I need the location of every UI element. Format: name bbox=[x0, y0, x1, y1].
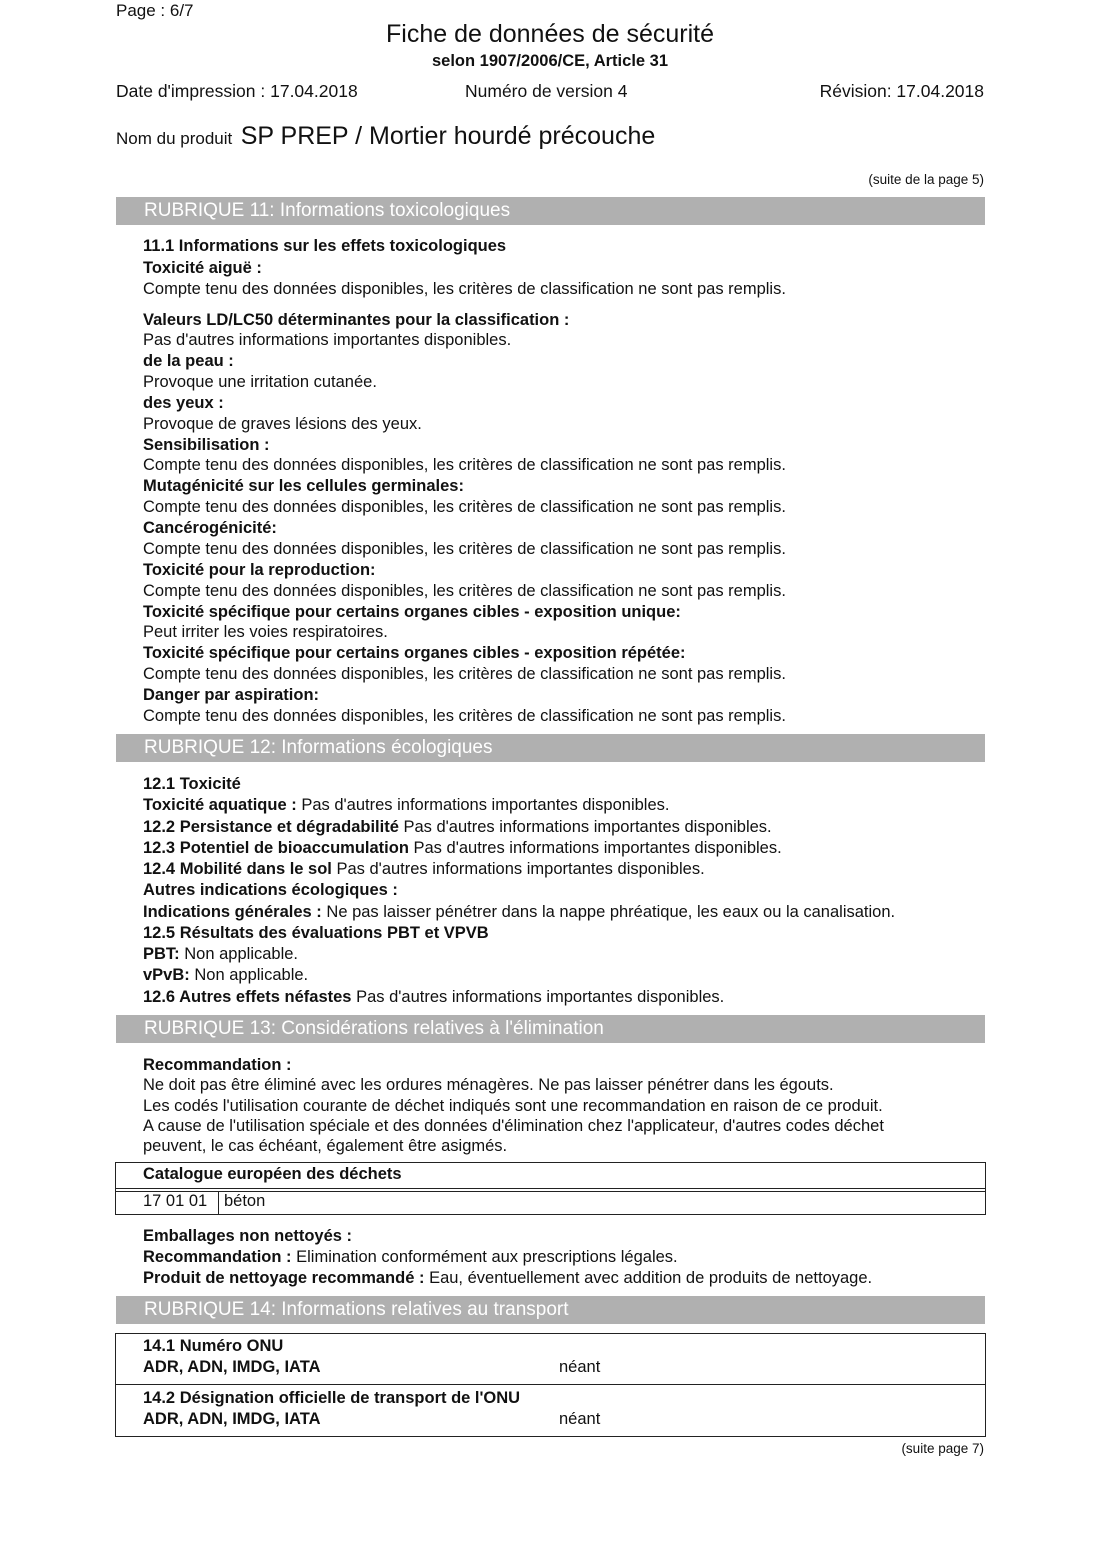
continued-from: (suite de la page 5) bbox=[868, 172, 984, 187]
s12-bio-text: Pas d'autres informations importantes disponibles. bbox=[413, 839, 782, 857]
s13-rec-label: Recommandation : bbox=[143, 1056, 292, 1074]
s11-canc-label: Cancérogénicité: bbox=[143, 519, 277, 537]
s13-rec-line: A cause de l'utilisation spéciale et des données d'élimination chez l'applicateur, d'autres codes déchet bbox=[143, 1117, 884, 1135]
s11-repro-label: Toxicité pour la reproduction: bbox=[143, 561, 376, 579]
s12-other-label: Autres indications écologiques : bbox=[143, 881, 398, 899]
shipping-name-value: néant bbox=[559, 1410, 601, 1428]
s12-pbt-text: Non applicable. bbox=[184, 945, 299, 963]
s12-adv-label: 12.6 Autres effets néfastes bbox=[143, 988, 352, 1006]
s13-pack-rec-label: Recommandation : bbox=[143, 1248, 292, 1266]
s12-pers-label: 12.2 Persistance et dégradabilité bbox=[143, 818, 399, 836]
s11-stot-re-text: Compte tenu des données disponibles, les critères de classification ne sont pas remplis. bbox=[143, 665, 786, 683]
s13-rec-line: Ne doit pas être éliminé avec les ordures ménagères. Ne pas laisser pénétrer dans les égouts. bbox=[143, 1076, 834, 1094]
document-subtitle: selon 1907/2006/CE, Article 31 bbox=[431, 52, 669, 70]
s12-gen-text: Ne pas laisser pénétrer dans la nappe phréatique, les eaux ou la canalisation. bbox=[326, 903, 896, 921]
s11-stot-re-label: Toxicité spécifique pour certains organes cibles - exposition répétée: bbox=[143, 644, 686, 662]
s12-pers-text: Pas d'autres informations importantes disponibles. bbox=[403, 818, 772, 836]
s12-mob-label: 12.4 Mobilité dans le sol bbox=[143, 860, 332, 878]
s11-skin-label: de la peau : bbox=[143, 352, 234, 370]
s12-adv-text: Pas d'autres informations importantes disponibles. bbox=[356, 988, 725, 1006]
transport-divider bbox=[116, 1384, 985, 1385]
s12-pbt-row bbox=[143, 944, 298, 964]
s11-asp-label: Danger par aspiration: bbox=[143, 686, 320, 704]
s11-repro-text: Compte tenu des données disponibles, les critères de classification ne sont pas remplis. bbox=[143, 582, 786, 600]
version-number: Numéro de version 4 bbox=[465, 81, 628, 101]
s13-pack-label: Emballages non nettoyés : bbox=[143, 1227, 353, 1245]
product-name-row bbox=[116, 122, 655, 151]
product-name: SP PREP / Mortier hourdé précouche bbox=[240, 122, 656, 150]
s12-aqua-label: Toxicité aquatique : bbox=[143, 796, 297, 814]
waste-code: 17 01 01 bbox=[143, 1192, 208, 1210]
s13-clean-label: Produit de nettoyage recommandé : bbox=[143, 1269, 425, 1287]
s11-acute-text: Compte tenu des données disponibles, les critères de classification ne sont pas remplis. bbox=[143, 280, 786, 298]
s12-pbt-label: PBT: bbox=[143, 945, 180, 963]
transport-table bbox=[115, 1333, 986, 1437]
page-number: Page : 6/7 bbox=[116, 1, 194, 20]
s11-stot-se-text: Peut irriter les voies respiratoires. bbox=[143, 623, 388, 641]
s11-eyes-text: Provoque de graves lésions des yeux. bbox=[143, 415, 422, 433]
s12-sub1: 12.1 Toxicité bbox=[143, 775, 241, 793]
product-name-label: Nom du produit bbox=[116, 129, 233, 148]
s12-adv-row bbox=[143, 987, 724, 1007]
s13-clean-text: Eau, éventuellement avec addition de produits de nettoyage. bbox=[429, 1269, 873, 1287]
s12-vpvb-row bbox=[143, 965, 308, 985]
s11-eyes-label: des yeux : bbox=[143, 394, 224, 412]
s13-clean-row bbox=[143, 1268, 872, 1288]
s11-sens-text: Compte tenu des données disponibles, les critères de classification ne sont pas remplis. bbox=[143, 456, 786, 474]
s11-sub1: 11.1 Informations sur les effets toxicologiques bbox=[143, 237, 507, 255]
s12-pers-row bbox=[143, 817, 772, 837]
s12-gen-row bbox=[143, 902, 895, 922]
un-number-title: 14.1 Numéro ONU bbox=[143, 1337, 284, 1355]
s12-aqua-text: Pas d'autres informations importantes disponibles. bbox=[301, 796, 670, 814]
s12-vpvb-label: vPvB: bbox=[143, 966, 190, 984]
s13-pack-rec-row bbox=[143, 1247, 678, 1267]
waste-description: béton bbox=[224, 1192, 266, 1210]
s12-pbt-heading: 12.5 Résultats des évaluations PBT et VPVB bbox=[143, 924, 489, 942]
waste-catalogue-table bbox=[115, 1162, 986, 1215]
s12-gen-label: Indications générales : bbox=[143, 903, 322, 921]
s11-ld-text: Pas d'autres informations importantes disponibles. bbox=[143, 331, 512, 349]
s13-pack-rec-text: Elimination conformément aux prescriptions légales. bbox=[296, 1248, 678, 1266]
s11-stot-se-label: Toxicité spécifique pour certains organes cibles - exposition unique: bbox=[143, 603, 681, 621]
shipping-name-title: 14.2 Désignation officielle de transport de l'ONU bbox=[143, 1389, 521, 1407]
s12-aqua-row bbox=[143, 795, 670, 815]
s12-bio-row bbox=[143, 838, 782, 858]
s12-mob-row bbox=[143, 859, 705, 879]
s11-sens-label: Sensibilisation : bbox=[143, 436, 270, 454]
waste-catalogue-divider bbox=[116, 1188, 985, 1189]
waste-catalogue-title: Catalogue européen des déchets bbox=[143, 1165, 402, 1183]
s12-vpvb-text: Non applicable. bbox=[194, 966, 309, 984]
s11-skin-text: Provoque une irritation cutanée. bbox=[143, 373, 377, 391]
s11-muta-text: Compte tenu des données disponibles, les critères de classification ne sont pas remplis. bbox=[143, 498, 786, 516]
continued-to: (suite page 7) bbox=[901, 1441, 984, 1456]
s11-ld-label: Valeurs LD/LC50 déterminantes pour la classification : bbox=[143, 311, 570, 329]
s12-mob-text: Pas d'autres informations importantes disponibles. bbox=[336, 860, 705, 878]
document-title: Fiche de données de sécurité bbox=[386, 20, 714, 48]
s11-asp-text: Compte tenu des données disponibles, les critères de classification ne sont pas remplis. bbox=[143, 707, 786, 725]
section-12-heading: RUBRIQUE 12: Informations écologiques bbox=[116, 734, 985, 762]
shipping-name-modes: ADR, ADN, IMDG, IATA bbox=[143, 1410, 321, 1428]
un-number-modes: ADR, ADN, IMDG, IATA bbox=[143, 1358, 321, 1376]
section-14-heading: RUBRIQUE 14: Informations relatives au transport bbox=[116, 1296, 985, 1324]
print-date: Date d'impression : 17.04.2018 bbox=[116, 81, 358, 101]
s13-rec-line: Les codés l'utilisation courante de déchet indiqués sont une recommandation en raison de ce produit. bbox=[143, 1097, 883, 1115]
revision-date: Révision: 17.04.2018 bbox=[819, 81, 984, 101]
section-13-heading: RUBRIQUE 13: Considérations relatives à l'élimination bbox=[116, 1015, 985, 1043]
s11-canc-text: Compte tenu des données disponibles, les critères de classification ne sont pas remplis. bbox=[143, 540, 786, 558]
s13-rec-line: peuvent, le cas échéant, également être asigmés. bbox=[143, 1137, 508, 1155]
un-number-value: néant bbox=[559, 1358, 601, 1376]
s12-bio-label: 12.3 Potentiel de bioaccumulation bbox=[143, 839, 409, 857]
section-11-heading: RUBRIQUE 11: Informations toxicologiques bbox=[116, 197, 985, 225]
waste-code-separator bbox=[218, 1191, 219, 1214]
s11-muta-label: Mutagénicité sur les cellules germinales: bbox=[143, 477, 464, 495]
s11-acute-label: Toxicité aiguë : bbox=[143, 259, 262, 277]
